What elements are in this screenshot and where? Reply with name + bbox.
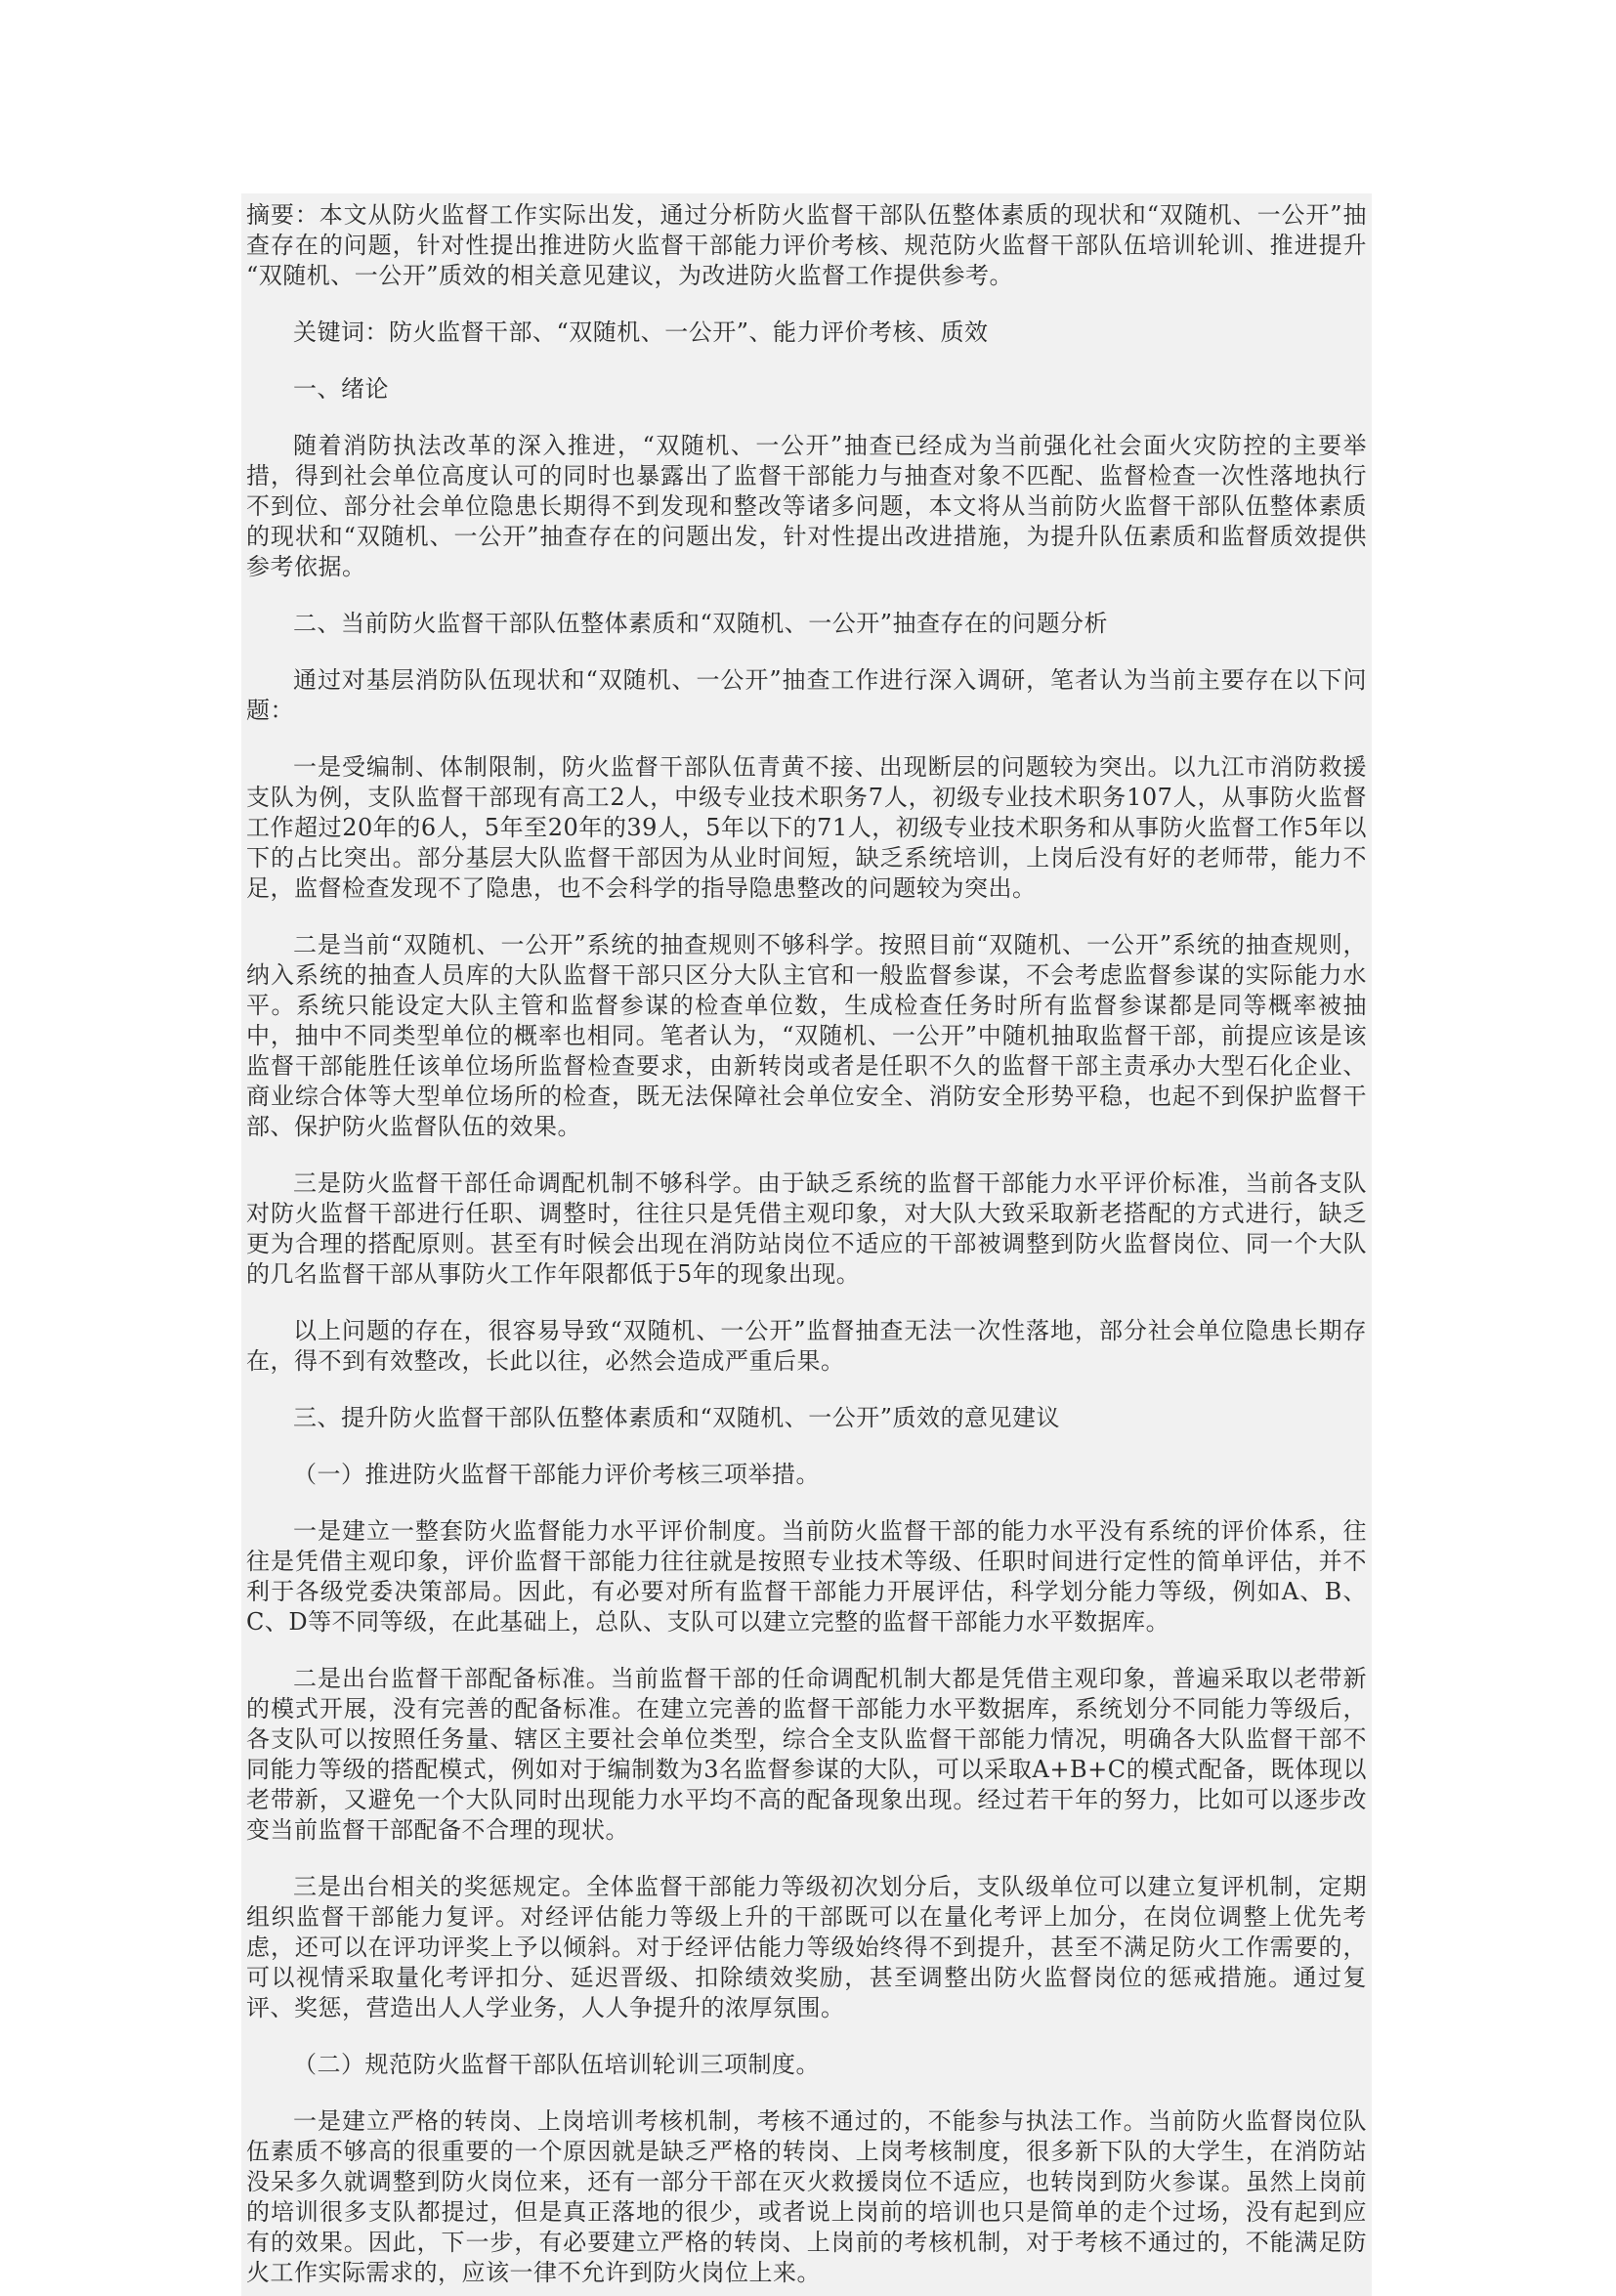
- paragraph-survey-lead: 通过对基层消防队伍现状和“双随机、一公开”抽查工作进行深入调研，笔者认为当前主要存在以下问题：: [246, 666, 1367, 724]
- heading-section-3-sub-2: （二）规范防火监督干部队伍培训轮训三项制度。: [293, 2051, 820, 2078]
- document-text-block: [241, 193, 1372, 2296]
- heading-section-2: 二、当前防火监督干部队伍整体素质和“双随机、一公开”抽查存在的问题分析: [293, 610, 1109, 637]
- paragraph-keywords: 关键词：防火监督干部、“双随机、一公开”、能力评价考核、质效: [293, 319, 989, 346]
- paragraph-problem-2: 二是当前“双随机、一公开”系统的抽查规则不够科学。按照目前“双随机、一公开”系统的抽查规则，纳入系统的抽查人员库的大队监督干部只区分大队主官和一般监督参谋，不会考虑监督参谋的实际能力水平。系统只能设定大队主管和监督参谋的检查单位数，生成检查任务时所有监督参谋都是同等概率被抽中，抽中不同类型单位的概率也相同。笔者认为，“双随机、一公开”中随机抽取监督干部，前提应该是该监督干部能胜任该单位场所监督检查要求，由新转岗或者是任职不久的监督干部主责承办大型石化企业、商业综合体等大型单位场所的检查，既无法保障社会单位安全、消防安全形势平稳，也起不到保护监督干部、保护防火监督队伍的效果。: [246, 931, 1367, 1140]
- paragraph-training-rule-1: 一是建立严格的转岗、上岗培训考核机制，考核不通过的，不能参与执法工作。当前防火监督岗位队伍素质不够高的很重要的一个原因就是缺乏严格的转岗、上岗考核制度，很多新下队的大学生，在消防站没呆多久就调整到防火岗位来，还有一部分干部在灭火救援岗位不适应，也转岗到防火参谋。虽然上岗前的培训很多支队都提过，但是真正落地的很少，或者说上岗前的培训也只是简单的走个过场，没有起到应有的效果。因此，下一步，有必要建立严格的转岗、上岗前的考核机制，对于考核不通过的，不能满足防火工作实际需求的，应该一律不允许到防火岗位上来。: [246, 2107, 1367, 2286]
- paragraph-problem-summary: 以上问题的存在，很容易导致“双随机、一公开”监督抽查无法一次性落地，部分社会单位隐患长期存在，得不到有效整改，长此以往，必然会造成严重后果。: [246, 1317, 1367, 1375]
- heading-section-1: 一、绪论: [293, 375, 389, 403]
- paragraph-problem-3: 三是防火监督干部任命调配机制不够科学。由于缺乏系统的监督干部能力水平评价标准，当前各支队对防火监督干部进行任职、调整时，往往只是凭借主观印象，对大队大致采取新老搭配的方式进行，缺乏更为合理的搭配原则。甚至有时候会出现在消防站岗位不适应的干部被调整到防火监督岗位、同一个大队的几名监督干部从事防火工作年限都低于5年的现象出现。: [246, 1169, 1367, 1288]
- paragraph-measure-2: 二是出台监督干部配备标准。当前监督干部的任命调配机制大都是凭借主观印象，普遍采取以老带新的模式开展，没有完善的配备标准。在建立完善的监督干部能力水平数据库，系统划分不同能力等级后，各支队可以按照任务量、辖区主要社会单位类型，综合全支队监督干部能力情况，明确各大队监督干部不同能力等级的搭配模式，例如对于编制数为3名监督参谋的大队，可以采取A+B+C的模式配备，既体现以老带新，又避免一个大队同时出现能力水平均不高的配备现象出现。经过若干年的努力，比如可以逐步改变当前监督干部配备不合理的现状。: [246, 1665, 1367, 1844]
- paragraph-abstract: 摘要：本文从防火监督工作实际出发，通过分析防火监督干部队伍整体素质的现状和“双随机、一公开”抽查存在的问题，针对性提出推进防火监督干部能力评价考核、规范防火监督干部队伍培训轮训、推进提升“双随机、一公开”质效的相关意见建议，为改进防火监督工作提供参考。: [246, 201, 1367, 289]
- heading-section-3-sub-1: （一）推进防火监督干部能力评价考核三项举措。: [293, 1461, 820, 1488]
- paragraph-problem-1: 一是受编制、体制限制，防火监督干部队伍青黄不接、出现断层的问题较为突出。以九江市消防救援支队为例，支队监督干部现有高工2人，中级专业技术职务7人，初级专业技术职务107人，从事防火监督工作超过20年的6人，5年至20年的39人，5年以下的71人，初级专业技术职务和从事防火监督工作5年以下的占比突出。部分基层大队监督干部因为从业时间短，缺乏系统培训，上岗后没有好的老师带，能力不足，监督检查发现不了隐患，也不会科学的指导隐患整改的问题较为突出。: [246, 753, 1367, 902]
- paragraph-measure-3: 三是出台相关的奖惩规定。全体监督干部能力等级初次划分后，支队级单位可以建立复评机制，定期组织监督干部能力复评。对经评估能力等级上升的干部既可以在量化考评上加分，在岗位调整上优先考虑，还可以在评功评奖上予以倾斜。对于经评估能力等级始终得不到提升，甚至不满足防火工作需要的，可以视情采取量化考评扣分、延迟晋级、扣除绩效奖励，甚至调整出防火监督岗位的惩戒措施。通过复评、奖惩，营造出人人学业务，人人争提升的浓厚氛围。: [246, 1873, 1367, 2021]
- heading-section-3: 三、提升防火监督干部队伍整体素质和“双随机、一公开”质效的意见建议: [293, 1404, 1061, 1431]
- paragraph-measure-1: 一是建立一整套防火监督能力水平评价制度。当前防火监督干部的能力水平没有系统的评价体系，往往是凭借主观印象，评价监督干部能力往往就是按照专业技术等级、任职时间进行定性的简单评估，并不利于各级党委决策部局。因此，有必要对所有监督干部能力开展评估，科学划分能力等级，例如A、B、C、D等不同等级，在此基础上，总队、支队可以建立完整的监督干部能力水平数据库。: [246, 1517, 1367, 1636]
- paragraph-intro: 随着消防执法改革的深入推进，“双随机、一公开”抽查已经成为当前强化社会面火灾防控的主要举措，得到社会单位高度认可的同时也暴露出了监督干部能力与抽查对象不匹配、监督检查一次性落地执行不到位、部分社会单位隐患长期得不到发现和整改等诸多问题，本文将从当前防火监督干部队伍整体素质的现状和“双随机、一公开”抽查存在的问题出发，针对性提出改进措施，为提升队伍素质和监督质效提供参考依据。: [246, 432, 1367, 580]
